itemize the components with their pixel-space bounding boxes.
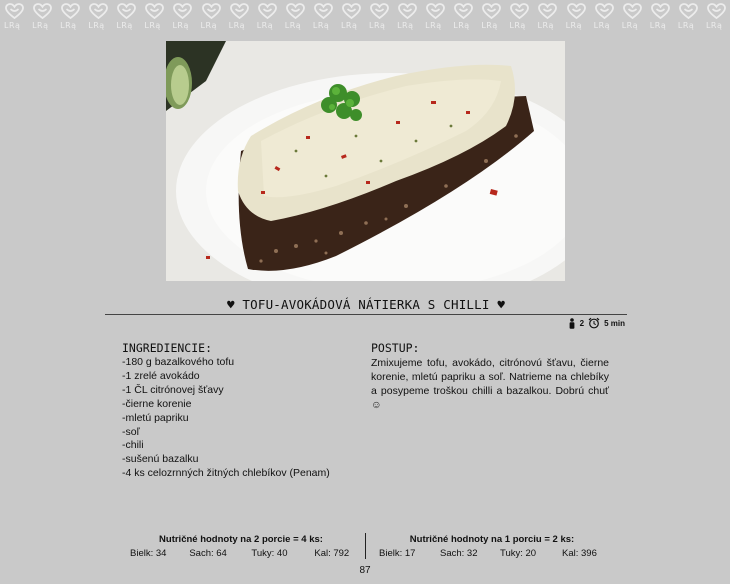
logo-text: LRą	[312, 21, 330, 30]
logo-text: LRą	[116, 21, 133, 30]
heart-logo-icon	[562, 0, 590, 34]
heart-logo-icon	[421, 0, 449, 34]
logo-text: LRą	[4, 21, 21, 30]
heart-logo-icon	[309, 0, 337, 34]
logo-text: LRą	[397, 21, 414, 30]
nutrition-value: Bielk: 34	[130, 548, 167, 559]
heart-logo-icon	[393, 0, 421, 34]
page-number: 87	[359, 565, 371, 576]
logo-text: LRą	[32, 21, 49, 30]
nutrition-value: Kal: 396	[562, 548, 597, 559]
logo-text: LRą	[593, 21, 611, 30]
logo-text: LRą	[621, 21, 639, 30]
logo-text: LRą	[509, 21, 526, 30]
ingredient-item: -sušenú bazalku	[122, 453, 199, 466]
logo-text: LRą	[677, 21, 695, 30]
heart-logo-icon	[618, 0, 646, 34]
heart-logo-icon	[168, 0, 196, 34]
logo-text: LRą	[565, 21, 582, 30]
heart-logo-icon	[337, 0, 365, 34]
logo-text: LRą	[481, 21, 498, 30]
nutrition-value: Bielk: 17	[379, 548, 416, 559]
nutrition-divider	[365, 533, 366, 559]
logo-text: LRą	[144, 21, 161, 30]
logo-text: LRą	[649, 21, 667, 30]
heart-logo-icon	[112, 0, 140, 34]
logo-text: LRą	[228, 21, 246, 30]
nutrition-value: Sach: 64	[189, 548, 227, 559]
ingredient-item: -mletú papriku	[122, 411, 189, 424]
header-logo-band	[0, 0, 730, 34]
heart-logo-icon	[674, 0, 702, 34]
heart-logo-icon	[449, 0, 477, 34]
nutrition-heading: Nutričné hodnoty na 2 porcie = 4 ks:	[159, 534, 323, 545]
ingredient-item: -180 g bazalkového tofu	[122, 356, 235, 368]
heart-logo-icon	[477, 0, 505, 34]
heart-logo-icon	[84, 0, 112, 34]
logo-text: LRą	[60, 21, 77, 30]
ingredient-item: -čierne korenie	[122, 397, 192, 410]
logo-text: LRą	[256, 21, 274, 30]
ingredients-heading: INGREDIENCIE:	[122, 341, 213, 355]
logo-text: LRą	[705, 21, 723, 30]
heart-logo-icon	[197, 0, 225, 34]
recipe-photo-illustration	[166, 41, 565, 281]
ingredient-item: -1 zrelé avokádo	[122, 369, 200, 382]
heart-logo-icon	[225, 0, 253, 34]
nutrition-value: Sach: 32	[440, 548, 478, 559]
servings-value: 2	[579, 318, 585, 328]
recipe-title: ♥ TOFU-AVOKÁDOVÁ NÁTIERKA S CHILLI ♥	[226, 297, 506, 312]
method-heading: POSTUP:	[371, 341, 420, 355]
ingredients-list	[122, 356, 362, 481]
logo-text: LRą	[453, 21, 470, 30]
logo-text: LRą	[172, 21, 189, 30]
ingredient-item: -soľ	[122, 425, 140, 438]
logo-text: LRą	[340, 21, 358, 30]
heart-logo-icon	[533, 0, 561, 34]
heart-logo-icon	[365, 0, 393, 34]
method-text: Zmixujeme tofu, avokádo, citrónovú šťavu, čierne korenie, mletú papriku a soľ. Natrieme na chlebíky a posypeme troškou chilli a bazalkou. Dobrú chuť ☺	[371, 357, 609, 411]
nutrition-value: Kal: 792	[314, 548, 350, 559]
ingredient-item: -4 ks celozrnných žitných chlebíkov (Penam)	[122, 467, 330, 480]
time-value: 5 min	[604, 318, 625, 328]
logo-text: LRą	[537, 21, 554, 30]
heart-logo-icon	[253, 0, 281, 34]
logo-text: LRą	[200, 21, 217, 30]
heart-logo-icon	[0, 0, 28, 34]
nutrition-per-1-portion	[373, 534, 611, 559]
nutrition-value: Tuky: 20	[500, 548, 537, 559]
nutrition-per-2-portions	[122, 534, 360, 559]
alarm-clock-icon	[588, 317, 600, 329]
heart-logo-icon	[646, 0, 674, 34]
nutrition-value: Tuky: 40	[251, 548, 288, 559]
heart-logo-icon	[28, 0, 56, 34]
recipe-photo	[166, 41, 565, 281]
logo-text: LRą	[425, 21, 442, 30]
heart-logo-icon	[56, 0, 84, 34]
heart-logo-icon	[702, 0, 730, 34]
heart-logo-icon	[505, 0, 533, 34]
person-icon	[568, 318, 576, 329]
logo-text: LRą	[88, 21, 105, 30]
logo-text: LRą	[369, 21, 386, 30]
nutrition-heading: Nutričné hodnoty na 1 porciu = 2 ks:	[409, 534, 575, 545]
recipe-title-bar	[105, 296, 627, 315]
heart-logo-icon	[590, 0, 618, 34]
ingredient-item: -chili	[122, 439, 144, 452]
heart-logo-icon	[140, 0, 168, 34]
heart-logo-icon	[281, 0, 309, 34]
recipe-meta	[568, 317, 625, 329]
ingredient-item: -1 ČL citrónovej šťavy	[122, 383, 224, 396]
logo-text: LRą	[284, 21, 302, 30]
